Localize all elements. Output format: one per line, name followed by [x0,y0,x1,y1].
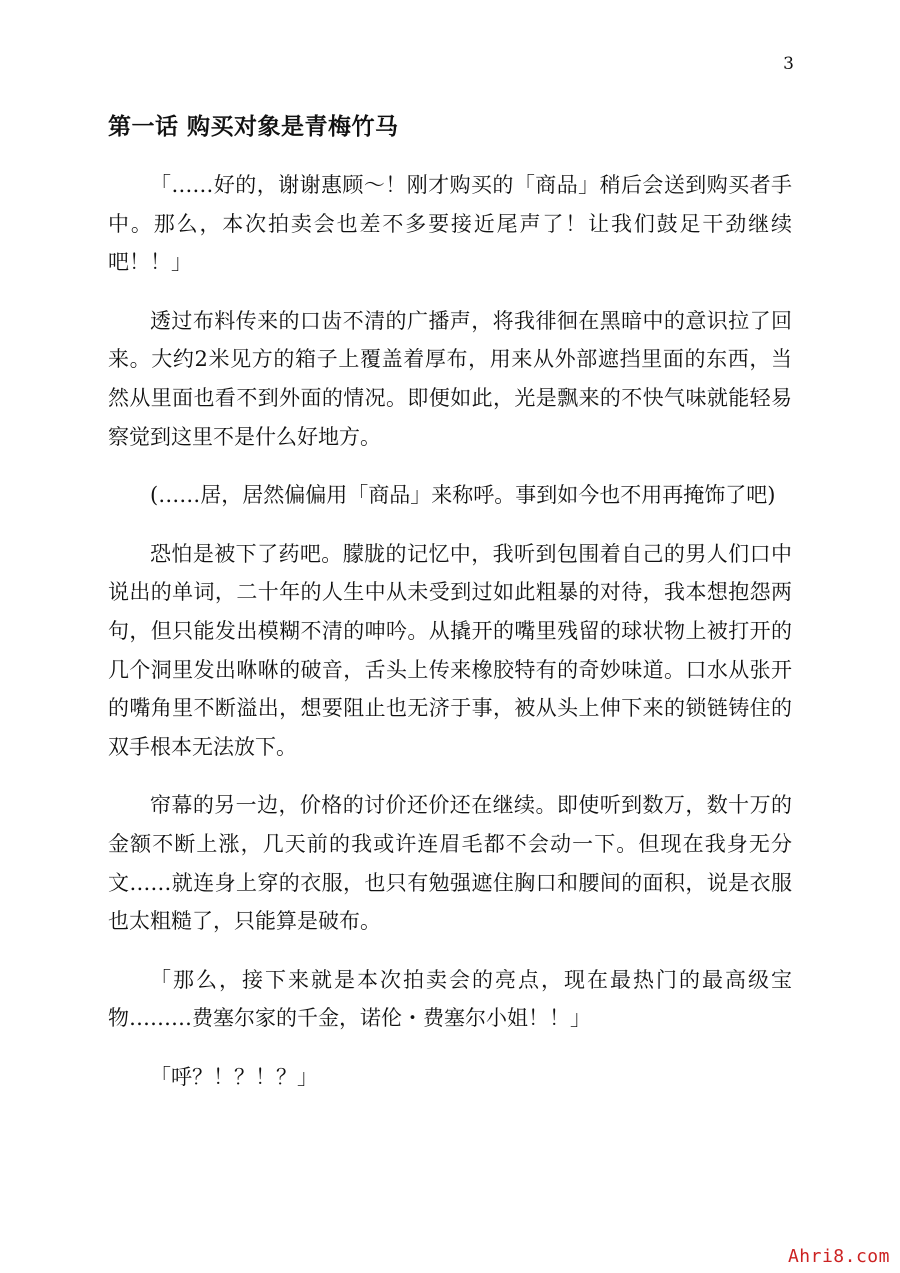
paragraph-inner-thought: (……居，居然偏偏用「商品」来称呼。事到如今也不用再掩饰了吧) [150,483,776,508]
paragraph-bidding: 帘幕的另一边，价格的讨价还价还在继续。即使听到数万，数十万的金额不断上涨，几天前的我或许连眉毛都不会动一下。但现在我身无分文……就连身上穿的衣服，也只有勉强遮住胸口和腰间的面积，说是衣服也太粗糙了，只能算是破布。 [108,793,792,934]
paragraph-memory: 恐怕是被下了药吧。朦胧的记忆中，我听到包围着自己的男人们口中说出的单词，二十年的人生中从未受到过如此粗暴的对待，我本想抱怨两句，但只能发出模糊不清的呻吟。从撬开的嘴里残留的球状物上被打开的几个洞里发出咻咻的破音，舌头上传来橡胶特有的奇妙味道。口水从张开的嘴角里不断溢出，想要阻止也无济于事，被从头上伸下来的锁链铸住的双手根本无法放下。 [108,541,792,759]
page-number: 3 [783,54,794,74]
chapter-title: 第一话 购买对象是青梅竹马 [108,114,399,140]
paragraph-awakening: 透过布料传来的口齿不清的广播声，将我徘徊在黑暗中的意识拉了回来。大约2米见方的箱子上覆盖着厚布，用来从外部遮挡里面的东西，当然从里面也看不到外面的情况。即便如此，光是飘来的不快气味就能轻易察觉到这里不是什么好地方。 [108,308,792,449]
paragraph-exclamation: 「呼？！？！？」 [150,1064,318,1089]
watermark: Ahri8.com [787,1246,890,1267]
paragraph-announcement: 「……好的，谢谢惠顾～！刚才购买的「商品」稍后会送到购买者手中。那么，本次拍卖会也差不多要接近尾声了！让我们鼓足干劲继续吧！！」 [108,173,792,275]
body-text [108,166,792,1116]
paragraph-highlight-announcement: 「那么，接下来就是本次拍卖会的亮点，现在最热门的最高级宝物………费塞尔家的千金，诺伦・费塞尔小姐！！」 [108,967,792,1031]
